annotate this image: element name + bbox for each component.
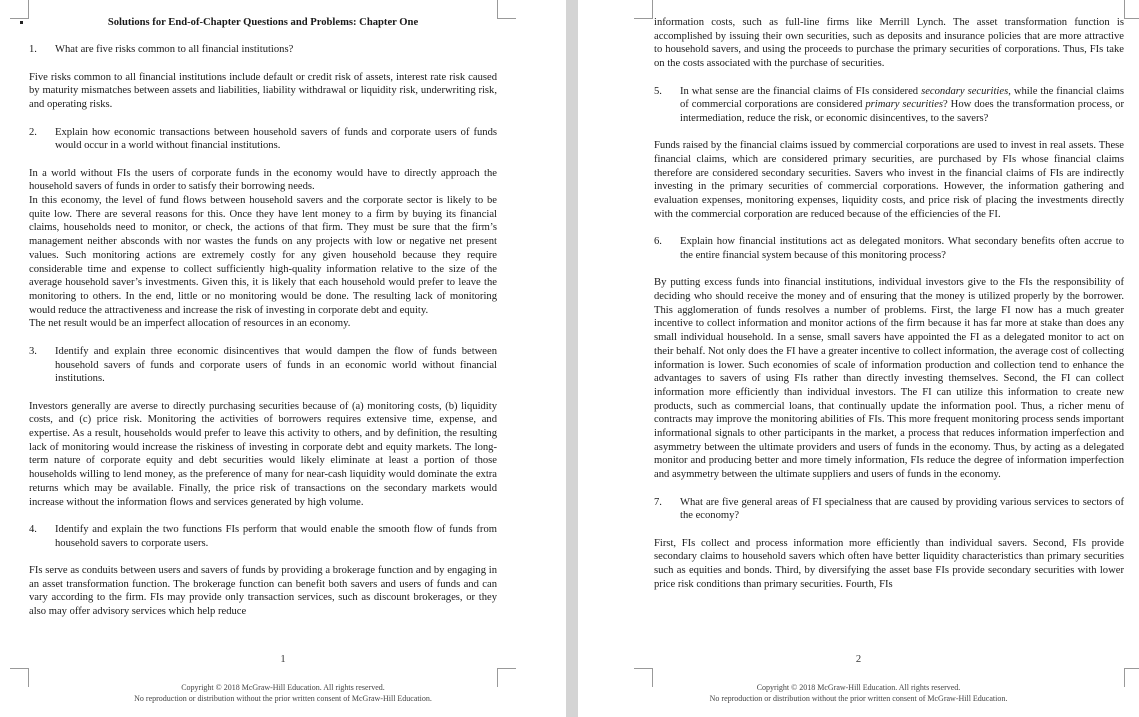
- reproduction-notice: No reproduction or distribution without the prior written consent of McGraw-Hill Education.: [709, 694, 1008, 703]
- question-number: 5.: [654, 85, 662, 97]
- answer-6: By putting excess funds into financial institutions, individual investors give to the FIs the responsibility of deciding who should receive the money and of ensuring that the money is utilized properly by the borrower. This agglomeration of funds resolves a number of problems. First, the large FI now has a much greater incentive to collect information and monitor actions of the firm because it has far more at stake than does any small individual household. In a sense, small savers have appointed the FI as a delegated monitor to act on their behalf. Not only does the FI have a greater incentive to collect information, the average cost of collecting information is lower. Such economies of scale of information production and collection tend to enhance the advantages to savers of using FIs rather than directly investing themselves. Second, the FI can collect information more efficiently than individual investors. The FI can utilize this information to create new products, such as commercial loans, that continually update the information pool. Thus, a richer menu of contracts may improve the monitoring abilities of FIs. This more frequent monitoring process sends important informational signals to other participants in the market, a process that reduces information imperfection and asymmetry between the ultimate providers and users of funds in the economy. Thus, by acting as a delegated monitor and producing better and more timely information, FIs reduce the degree of information imperfection and asymmetry between the ultimate suppliers and users of funds in the economy.: [654, 277, 1124, 481]
- answer-4-continued: information costs, such as full-line firms like Merrill Lynch. The asset transformation function is accomplished by issuing their own securities, such as deposits and insurance policies that are more attractive to household savers, and using the proceeds to purchase the primary securities of corporations. Thus, FIs take on the costs associated with the purchase of securities.: [654, 17, 1124, 70]
- reproduction-notice: No reproduction or distribution without the prior written consent of McGraw-Hill Education.: [134, 694, 432, 703]
- question-text-part: In what sense are the financial claims of FIs considered: [680, 85, 922, 97]
- answer-4: FIs serve as conduits between users and savers of funds by providing a brokerage function and by engaging in an asset transformation function. The brokerage function can benefit both savers and users of funds and can vary according to the firm. FIs may provide only transaction services, such as discount brokerages, or they also may offer advisory services which help reduce: [29, 565, 497, 618]
- question-emphasis: secondary securities: [921, 85, 1009, 97]
- list-bullet: [20, 21, 23, 24]
- question-number: 4.: [29, 523, 37, 535]
- question-text: What are five risks common to all financial institutions?: [55, 44, 294, 56]
- question-6: [654, 235, 1124, 262]
- answer-2-paragraph-1: In a world without FIs the users of corporate funds in the economy would have to directly approach the household savers of funds in order to satisfy their borrowing needs.: [29, 167, 497, 193]
- question-text-part: , while the financial claims of commercial corporations are considered: [680, 85, 1125, 111]
- question-text: Explain how economic transactions between household savers of funds and corporate users of funds would occur in a world without financial institutions.: [55, 126, 497, 152]
- question-number: 2.: [29, 126, 37, 138]
- chapter-title: Solutions for End-of-Chapter Questions and Problems: Chapter One: [107, 17, 419, 28]
- page-body[interactable]: [654, 16, 1124, 657]
- question-emphasis: primary securities: [865, 99, 944, 111]
- question-4: [29, 523, 497, 550]
- crop-mark: [497, 0, 516, 19]
- question-5: [654, 85, 1124, 126]
- question-text: What are five general areas of FI specialness that are caused by providing various services to sectors of the economy?: [680, 496, 1124, 522]
- question-text: Identify and explain the two functions FIs perform that would enable the smooth flow of funds from household savers to corporate users.: [55, 523, 497, 549]
- page-footer: [578, 682, 1139, 704]
- crop-mark: [634, 0, 653, 19]
- answer-2-paragraph-2: In this economy, the level of fund flows between household savers and the corporate sector is likely to be quite low. There are several reasons for this. Once they have lent money to a firm by buying its financial claims, households need to monitor, or check, the actions of that firm. They must be sure that the firm’s management neither absconds with nor wastes the funds on any projects with low or negative net present values. Such monitoring actions are extremely costly for any given household because they require considerable time and expense to collect sufficiently high-quality information relative to the size of the average household saver’s investments. Given this, it is likely that each household would prefer to leave the monitoring to others. In the end, little or no monitoring would be done. The resulting lack of monitoring would reduce the attractiveness and increase the risk of investing in corporate debt and equity.: [29, 195, 497, 316]
- page-footer: [0, 682, 566, 704]
- question-number: 1.: [29, 44, 37, 56]
- question-7: [654, 496, 1124, 523]
- question-number: 6.: [654, 236, 662, 248]
- crop-mark: [1124, 0, 1139, 19]
- answer-2-paragraph-3: The net result would be an imperfect allocation of resources in an economy.: [29, 318, 351, 330]
- copyright-line: Copyright © 2018 McGraw-Hill Education. All rights reserved.: [756, 683, 961, 692]
- crop-mark: [10, 0, 29, 19]
- answer-3: Investors generally are averse to directly purchasing securities because of (a) monitoring costs, (b) liquidity costs, and (c) price risk. Monitoring the activities of borrowers requires extensive time, expense, and expertise. As a result, households would prefer to leave this activity to others, and by definition, the resulting lack of monitoring would increase the riskiness of investing in corporate debt and equity markets. The long-term nature of corporate equity and debt securities would likely eliminate at least a portion of those households willing to lend money, as the preference of many for near-cash liquidity would dominate the extra returns which may be available. Finally, the price risk of transactions on the secondary markets would increase without the information flows and services generated by high volume.: [29, 400, 497, 508]
- page-number: 2: [855, 654, 862, 665]
- page-body[interactable]: [29, 16, 497, 657]
- answer-7: First, FIs collect and process information more efficiently than individual savers. Second, FIs provide secondary claims to household savers which often have better liquidity characteristics than primary securities such as equities and bonds. Third, by diversifying the asset base FIs provide secondary securities with lower price risk conditions than primary securities. Fourth, FIs: [654, 537, 1124, 590]
- page-gutter: [566, 0, 578, 717]
- question-text: Identify and explain three economic disincentives that would dampen the flow of funds between household savers of funds and corporate users of funds in an economic world without financial institutions.: [55, 345, 497, 385]
- answer-1: Five risks common to all financial institutions include default or credit risk of assets, interest rate risk caused by maturity mismatches between assets and liabilities, liability withdrawal or liquidity risk, underwriting risk, and operating risks.: [29, 71, 497, 111]
- document-page-1[interactable]: [0, 0, 566, 717]
- question-text-part: ? How does the transformation process, or intermediation, reduce the risk, or economic disincentives, to the savers?: [680, 99, 1124, 124]
- question-number: 7.: [654, 496, 662, 508]
- question-2: [29, 126, 497, 153]
- copyright-line: Copyright © 2018 McGraw-Hill Education. All rights reserved.: [181, 683, 385, 692]
- page-number: 1: [280, 654, 286, 665]
- document-page-2[interactable]: [578, 0, 1139, 717]
- question-1: [29, 43, 497, 57]
- question-text: Explain how financial institutions act as delegated monitors. What secondary benefits often accrue to the entire financial system because of this monitoring process?: [680, 236, 1124, 261]
- question-number: 3.: [29, 345, 37, 357]
- answer-5: Funds raised by the financial claims issued by commercial corporations are used to invest in real assets. These financial claims, which are considered primary securities, are purchased by FIs whose financial claims therefore are considered secondary securities. Savers who invest in the financial claims of FIs are indirectly investing in the primary securities of commercial corporations. However, the information gathering and evaluation expenses, monitoring expenses, liquidity costs, and price risk of placing the investments directly with the commercial corporation are reduced because of the efficiencies of the FI.: [654, 140, 1124, 220]
- question-3: [29, 345, 497, 386]
